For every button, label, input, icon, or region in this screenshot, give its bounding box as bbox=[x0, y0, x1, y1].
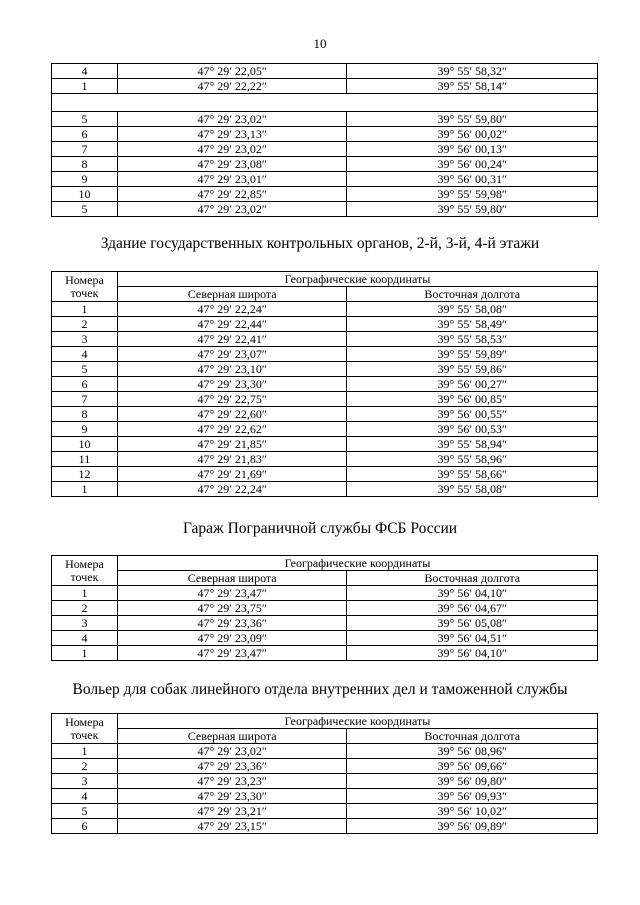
table-row bbox=[52, 79, 598, 94]
table-row bbox=[52, 157, 598, 172]
longitude-cell: 39° 55′ 59,98″ bbox=[347, 187, 598, 202]
section-heading: Здание государственных контрольных органов, 2-й, 3-й, 4-й этажи bbox=[100, 235, 540, 252]
table-row bbox=[52, 437, 598, 452]
latitude-cell: 47° 29′ 22,05″ bbox=[117, 64, 347, 79]
longitude-cell: 39° 55′ 59,86″ bbox=[347, 362, 598, 377]
coordinates-table bbox=[51, 555, 598, 661]
table-header-row bbox=[52, 571, 598, 586]
point-number-cell: 1 bbox=[52, 302, 118, 317]
longitude-cell: 39° 55′ 58,66″ bbox=[347, 467, 598, 482]
latitude-cell: 47° 29′ 22,41″ bbox=[117, 332, 347, 347]
table-row bbox=[52, 64, 598, 79]
longitude-cell: 39° 56′ 09,80″ bbox=[347, 774, 598, 789]
latitude-cell: 47° 29′ 23,02″ bbox=[117, 112, 347, 127]
latitude-cell: 47° 29′ 23,02″ bbox=[117, 744, 347, 759]
table-row bbox=[52, 759, 598, 774]
longitude-cell: 39° 56′ 04,10″ bbox=[347, 646, 598, 661]
table-header-row bbox=[52, 287, 598, 302]
table-row bbox=[52, 187, 598, 202]
table-row bbox=[52, 127, 598, 142]
points-header-line2: точек bbox=[70, 569, 99, 584]
section-heading: Гараж Пограничной службы ФСБ России bbox=[182, 520, 458, 537]
point-number-cell: 1 bbox=[52, 646, 118, 661]
table-row bbox=[52, 804, 598, 819]
point-number-cell: 1 bbox=[52, 744, 118, 759]
latitude-cell: 47° 29′ 21,83″ bbox=[117, 452, 347, 467]
longitude-cell: 39° 56′ 00,27″ bbox=[347, 377, 598, 392]
longitude-cell: 39° 56′ 04,67″ bbox=[347, 601, 598, 616]
latitude-cell: 47° 29′ 21,69″ bbox=[117, 467, 347, 482]
latitude-cell: 47° 29′ 23,01″ bbox=[117, 172, 347, 187]
table-row bbox=[52, 317, 598, 332]
latitude-cell: 47° 29′ 23,36″ bbox=[117, 616, 347, 631]
latitude-cell: 47° 29′ 23,23″ bbox=[117, 774, 347, 789]
point-number-cell: 2 bbox=[52, 317, 118, 332]
latitude-cell: 47° 29′ 23,10″ bbox=[117, 362, 347, 377]
longitude-cell: 39° 55′ 59,80″ bbox=[347, 112, 598, 127]
point-number-cell: 3 bbox=[52, 774, 118, 789]
longitude-cell: 39° 56′ 10,02″ bbox=[347, 804, 598, 819]
table-row bbox=[52, 377, 598, 392]
points-header-line1: Номера bbox=[65, 272, 104, 287]
table-header-row bbox=[52, 714, 598, 729]
latitude-cell: 47° 29′ 23,47″ bbox=[117, 586, 347, 601]
point-number-cell: 1 bbox=[52, 482, 118, 497]
points-column-header bbox=[52, 556, 118, 586]
point-number-cell: 8 bbox=[52, 407, 118, 422]
longitude-cell: 39° 56′ 00,53″ bbox=[347, 422, 598, 437]
table-header-row bbox=[52, 272, 598, 287]
longitude-cell: 39° 56′ 08,96″ bbox=[347, 744, 598, 759]
points-column-header bbox=[52, 272, 118, 302]
latitude-header: Северная широта bbox=[117, 729, 347, 744]
longitude-header: Восточная долгота bbox=[347, 287, 598, 302]
table-row bbox=[52, 112, 598, 127]
table-header-row bbox=[52, 556, 598, 571]
latitude-cell: 47° 29′ 23,08″ bbox=[117, 157, 347, 172]
latitude-cell: 47° 29′ 23,30″ bbox=[117, 377, 347, 392]
table-row bbox=[52, 744, 598, 759]
point-number-cell: 4 bbox=[52, 347, 118, 362]
latitude-cell: 47° 29′ 23,36″ bbox=[117, 759, 347, 774]
latitude-cell: 47° 29′ 23,21″ bbox=[117, 804, 347, 819]
table-row bbox=[52, 467, 598, 482]
longitude-cell: 39° 55′ 58,49″ bbox=[347, 317, 598, 332]
longitude-cell: 39° 55′ 58,53″ bbox=[347, 332, 598, 347]
table-row bbox=[52, 142, 598, 157]
table-row bbox=[52, 616, 598, 631]
point-number-cell: 10 bbox=[52, 437, 118, 452]
table-row bbox=[52, 392, 598, 407]
points-header-line2: точек bbox=[70, 285, 99, 300]
coordinates-header: Географические координаты bbox=[117, 272, 597, 287]
point-number-cell: 1 bbox=[52, 79, 118, 94]
latitude-cell: 47° 29′ 23,47″ bbox=[117, 646, 347, 661]
coordinates-table bbox=[51, 271, 598, 497]
point-number-cell: 4 bbox=[52, 789, 118, 804]
longitude-cell: 39° 55′ 59,80″ bbox=[347, 202, 598, 217]
longitude-cell: 39° 56′ 04,51″ bbox=[347, 631, 598, 646]
point-number-cell: 5 bbox=[52, 202, 118, 217]
points-header-line1: Номера bbox=[65, 556, 104, 571]
point-number-cell: 6 bbox=[52, 377, 118, 392]
latitude-cell: 47° 29′ 23,30″ bbox=[117, 789, 347, 804]
latitude-cell: 47° 29′ 22,62″ bbox=[117, 422, 347, 437]
point-number-cell: 2 bbox=[52, 601, 118, 616]
point-number-cell: 3 bbox=[52, 332, 118, 347]
longitude-cell: 39° 56′ 09,93″ bbox=[347, 789, 598, 804]
table-row bbox=[52, 452, 598, 467]
longitude-cell: 39° 56′ 05,08″ bbox=[347, 616, 598, 631]
points-header-line2: точек bbox=[70, 727, 99, 742]
latitude-cell: 47° 29′ 22,85″ bbox=[117, 187, 347, 202]
table-row bbox=[52, 819, 598, 834]
longitude-cell: 39° 55′ 58,08″ bbox=[347, 482, 598, 497]
table-row bbox=[52, 601, 598, 616]
gap-cell bbox=[52, 94, 598, 112]
section-heading: Вольер для собак линейного отдела внутренних дел и таможенной службы bbox=[72, 681, 568, 698]
top-coordinates-table bbox=[51, 63, 598, 217]
longitude-cell: 39° 56′ 00,13″ bbox=[347, 142, 598, 157]
coordinates-table bbox=[51, 713, 598, 834]
latitude-cell: 47° 29′ 23,09″ bbox=[117, 631, 347, 646]
table-row bbox=[52, 172, 598, 187]
latitude-cell: 47° 29′ 22,22″ bbox=[117, 79, 347, 94]
point-number-cell: 3 bbox=[52, 616, 118, 631]
coordinates-header: Географические координаты bbox=[117, 556, 597, 571]
longitude-cell: 39° 55′ 58,96″ bbox=[347, 452, 598, 467]
table-row bbox=[52, 362, 598, 377]
latitude-cell: 47° 29′ 22,60″ bbox=[117, 407, 347, 422]
table-row bbox=[52, 407, 598, 422]
longitude-cell: 39° 56′ 00,31″ bbox=[347, 172, 598, 187]
point-number-cell: 8 bbox=[52, 157, 118, 172]
latitude-cell: 47° 29′ 22,24″ bbox=[117, 482, 347, 497]
longitude-cell: 39° 56′ 04,10″ bbox=[347, 586, 598, 601]
point-number-cell: 5 bbox=[52, 362, 118, 377]
latitude-cell: 47° 29′ 23,02″ bbox=[117, 202, 347, 217]
table-row bbox=[52, 631, 598, 646]
point-number-cell: 9 bbox=[52, 422, 118, 437]
longitude-cell: 39° 56′ 09,66″ bbox=[347, 759, 598, 774]
latitude-cell: 47° 29′ 23,07″ bbox=[117, 347, 347, 362]
point-number-cell: 10 bbox=[52, 187, 118, 202]
latitude-cell: 47° 29′ 23,75″ bbox=[117, 601, 347, 616]
point-number-cell: 1 bbox=[52, 586, 118, 601]
table-row bbox=[52, 646, 598, 661]
table-row bbox=[52, 302, 598, 317]
table-row bbox=[52, 482, 598, 497]
table-header-row bbox=[52, 729, 598, 744]
point-number-cell: 6 bbox=[52, 819, 118, 834]
table-row bbox=[52, 586, 598, 601]
table-row bbox=[52, 347, 598, 362]
point-number-cell: 6 bbox=[52, 127, 118, 142]
longitude-cell: 39° 56′ 00,02″ bbox=[347, 127, 598, 142]
latitude-cell: 47° 29′ 21,85″ bbox=[117, 437, 347, 452]
longitude-cell: 39° 55′ 58,14″ bbox=[347, 79, 598, 94]
latitude-cell: 47° 29′ 23,13″ bbox=[117, 127, 347, 142]
latitude-cell: 47° 29′ 23,02″ bbox=[117, 142, 347, 157]
longitude-header: Восточная долгота bbox=[347, 729, 598, 744]
longitude-cell: 39° 56′ 00,24″ bbox=[347, 157, 598, 172]
latitude-cell: 47° 29′ 22,44″ bbox=[117, 317, 347, 332]
point-number-cell: 7 bbox=[52, 392, 118, 407]
point-number-cell: 4 bbox=[52, 631, 118, 646]
latitude-header: Северная широта bbox=[117, 571, 347, 586]
longitude-cell: 39° 55′ 58,32″ bbox=[347, 64, 598, 79]
longitude-cell: 39° 56′ 09,89″ bbox=[347, 819, 598, 834]
longitude-cell: 39° 55′ 58,94″ bbox=[347, 437, 598, 452]
page-number: 10 bbox=[313, 36, 327, 51]
points-column-header bbox=[52, 714, 118, 744]
point-number-cell: 5 bbox=[52, 804, 118, 819]
longitude-header: Восточная долгота bbox=[347, 571, 598, 586]
latitude-cell: 47° 29′ 23,15″ bbox=[117, 819, 347, 834]
table-row bbox=[52, 774, 598, 789]
point-number-cell: 5 bbox=[52, 112, 118, 127]
point-number-cell: 11 bbox=[52, 452, 118, 467]
point-number-cell: 4 bbox=[52, 64, 118, 79]
table-gap-row bbox=[52, 94, 598, 112]
latitude-cell: 47° 29′ 22,24″ bbox=[117, 302, 347, 317]
point-number-cell: 9 bbox=[52, 172, 118, 187]
table-row bbox=[52, 332, 598, 347]
table-row bbox=[52, 202, 598, 217]
longitude-cell: 39° 55′ 58,08″ bbox=[347, 302, 598, 317]
point-number-cell: 2 bbox=[52, 759, 118, 774]
longitude-cell: 39° 55′ 59,89″ bbox=[347, 347, 598, 362]
latitude-header: Северная широта bbox=[117, 287, 347, 302]
point-number-cell: 7 bbox=[52, 142, 118, 157]
table-row bbox=[52, 789, 598, 804]
point-number-cell: 12 bbox=[52, 467, 118, 482]
points-header-line1: Номера bbox=[65, 714, 104, 729]
longitude-cell: 39° 56′ 00,55″ bbox=[347, 407, 598, 422]
coordinates-header: Географические координаты bbox=[117, 714, 597, 729]
longitude-cell: 39° 56′ 00,85″ bbox=[347, 392, 598, 407]
table-row bbox=[52, 422, 598, 437]
latitude-cell: 47° 29′ 22,75″ bbox=[117, 392, 347, 407]
